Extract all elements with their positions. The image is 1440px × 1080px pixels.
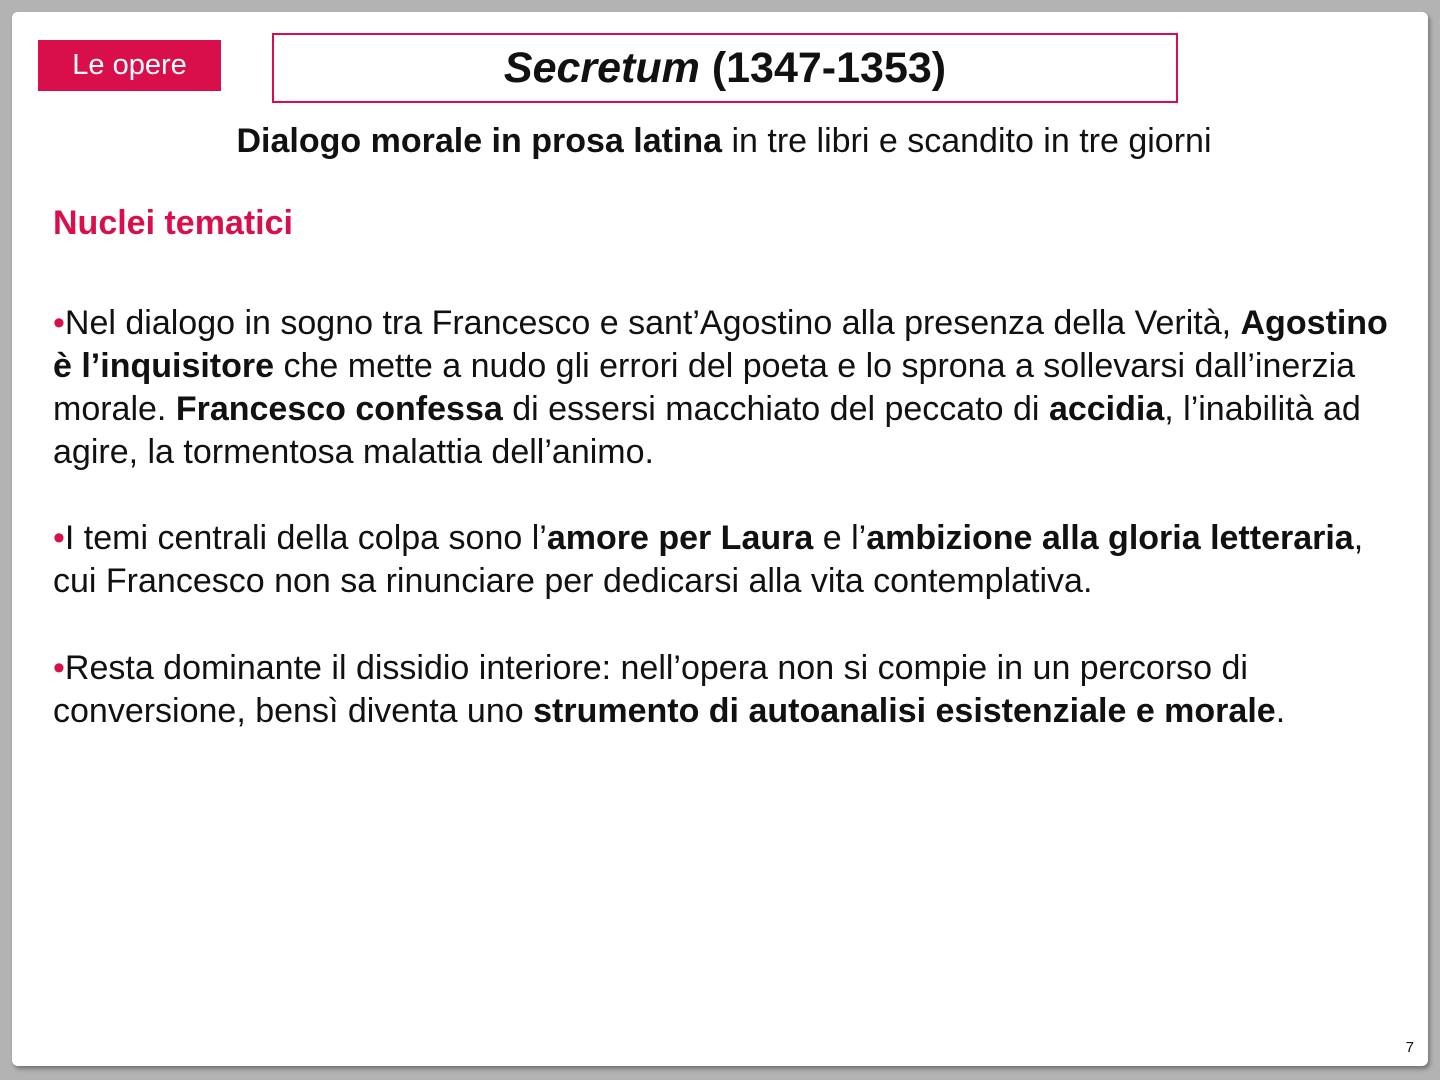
bullet-marker: • [53, 304, 65, 342]
subtitle-bold: Dialogo morale in prosa latina [236, 122, 723, 160]
title-dates: (1347-1353) [699, 44, 947, 92]
text-segment: . [1275, 692, 1286, 730]
page-number: 7 [1405, 1039, 1414, 1056]
subtitle-rest: in tre libri e scandito in tre giorni [722, 122, 1212, 160]
slide [12, 12, 1428, 1066]
text-segment: , l’inabilità ad agire, la tormentosa malattia dell’animo. [53, 390, 1361, 471]
text-segment: , cui Francesco non sa rinunciare per dedicarsi alla vita contemplativa. [53, 519, 1364, 600]
bold-phrase: Francesco confessa [175, 390, 503, 428]
text-segment: di essersi macchiato del peccato di [502, 390, 1049, 428]
text-segment: e l’ [813, 519, 867, 557]
bullet-marker: • [53, 519, 65, 557]
bullet-marker: • [53, 649, 65, 687]
section-tag: Le opere [38, 40, 221, 91]
paragraph-3 [53, 647, 1393, 733]
text-segment: Resta dominante il dissidio interiore: nell’opera non si compie in un percorso di conversione, bensì diventa uno [53, 649, 1248, 730]
text-segment: I temi centrali della colpa sono l’ [64, 519, 547, 557]
text-segment: Nel dialogo in sogno tra Francesco e sant’Agostino alla presenza della Verità, [64, 304, 1241, 342]
bold-phrase: accidia [1048, 390, 1165, 428]
bold-phrase: ambizione alla gloria letteraria [866, 519, 1354, 557]
slide-title [272, 33, 1178, 103]
paragraph-1 [53, 302, 1393, 474]
title-work-name: Secretum [503, 44, 700, 92]
bold-phrase: amore per Laura [546, 519, 814, 557]
bold-phrase: Agostino è l’inquisitore [53, 304, 1388, 385]
section-heading: Nuclei tematici [53, 204, 293, 242]
subtitle [12, 122, 1436, 161]
text-segment: che mette a nudo gli errori del poeta e lo sprona a sollevarsi dall’inerzia morale. [53, 347, 1356, 428]
bold-phrase: strumento di autoanalisi esistenziale e morale [533, 692, 1276, 730]
paragraph-2 [53, 517, 1393, 603]
